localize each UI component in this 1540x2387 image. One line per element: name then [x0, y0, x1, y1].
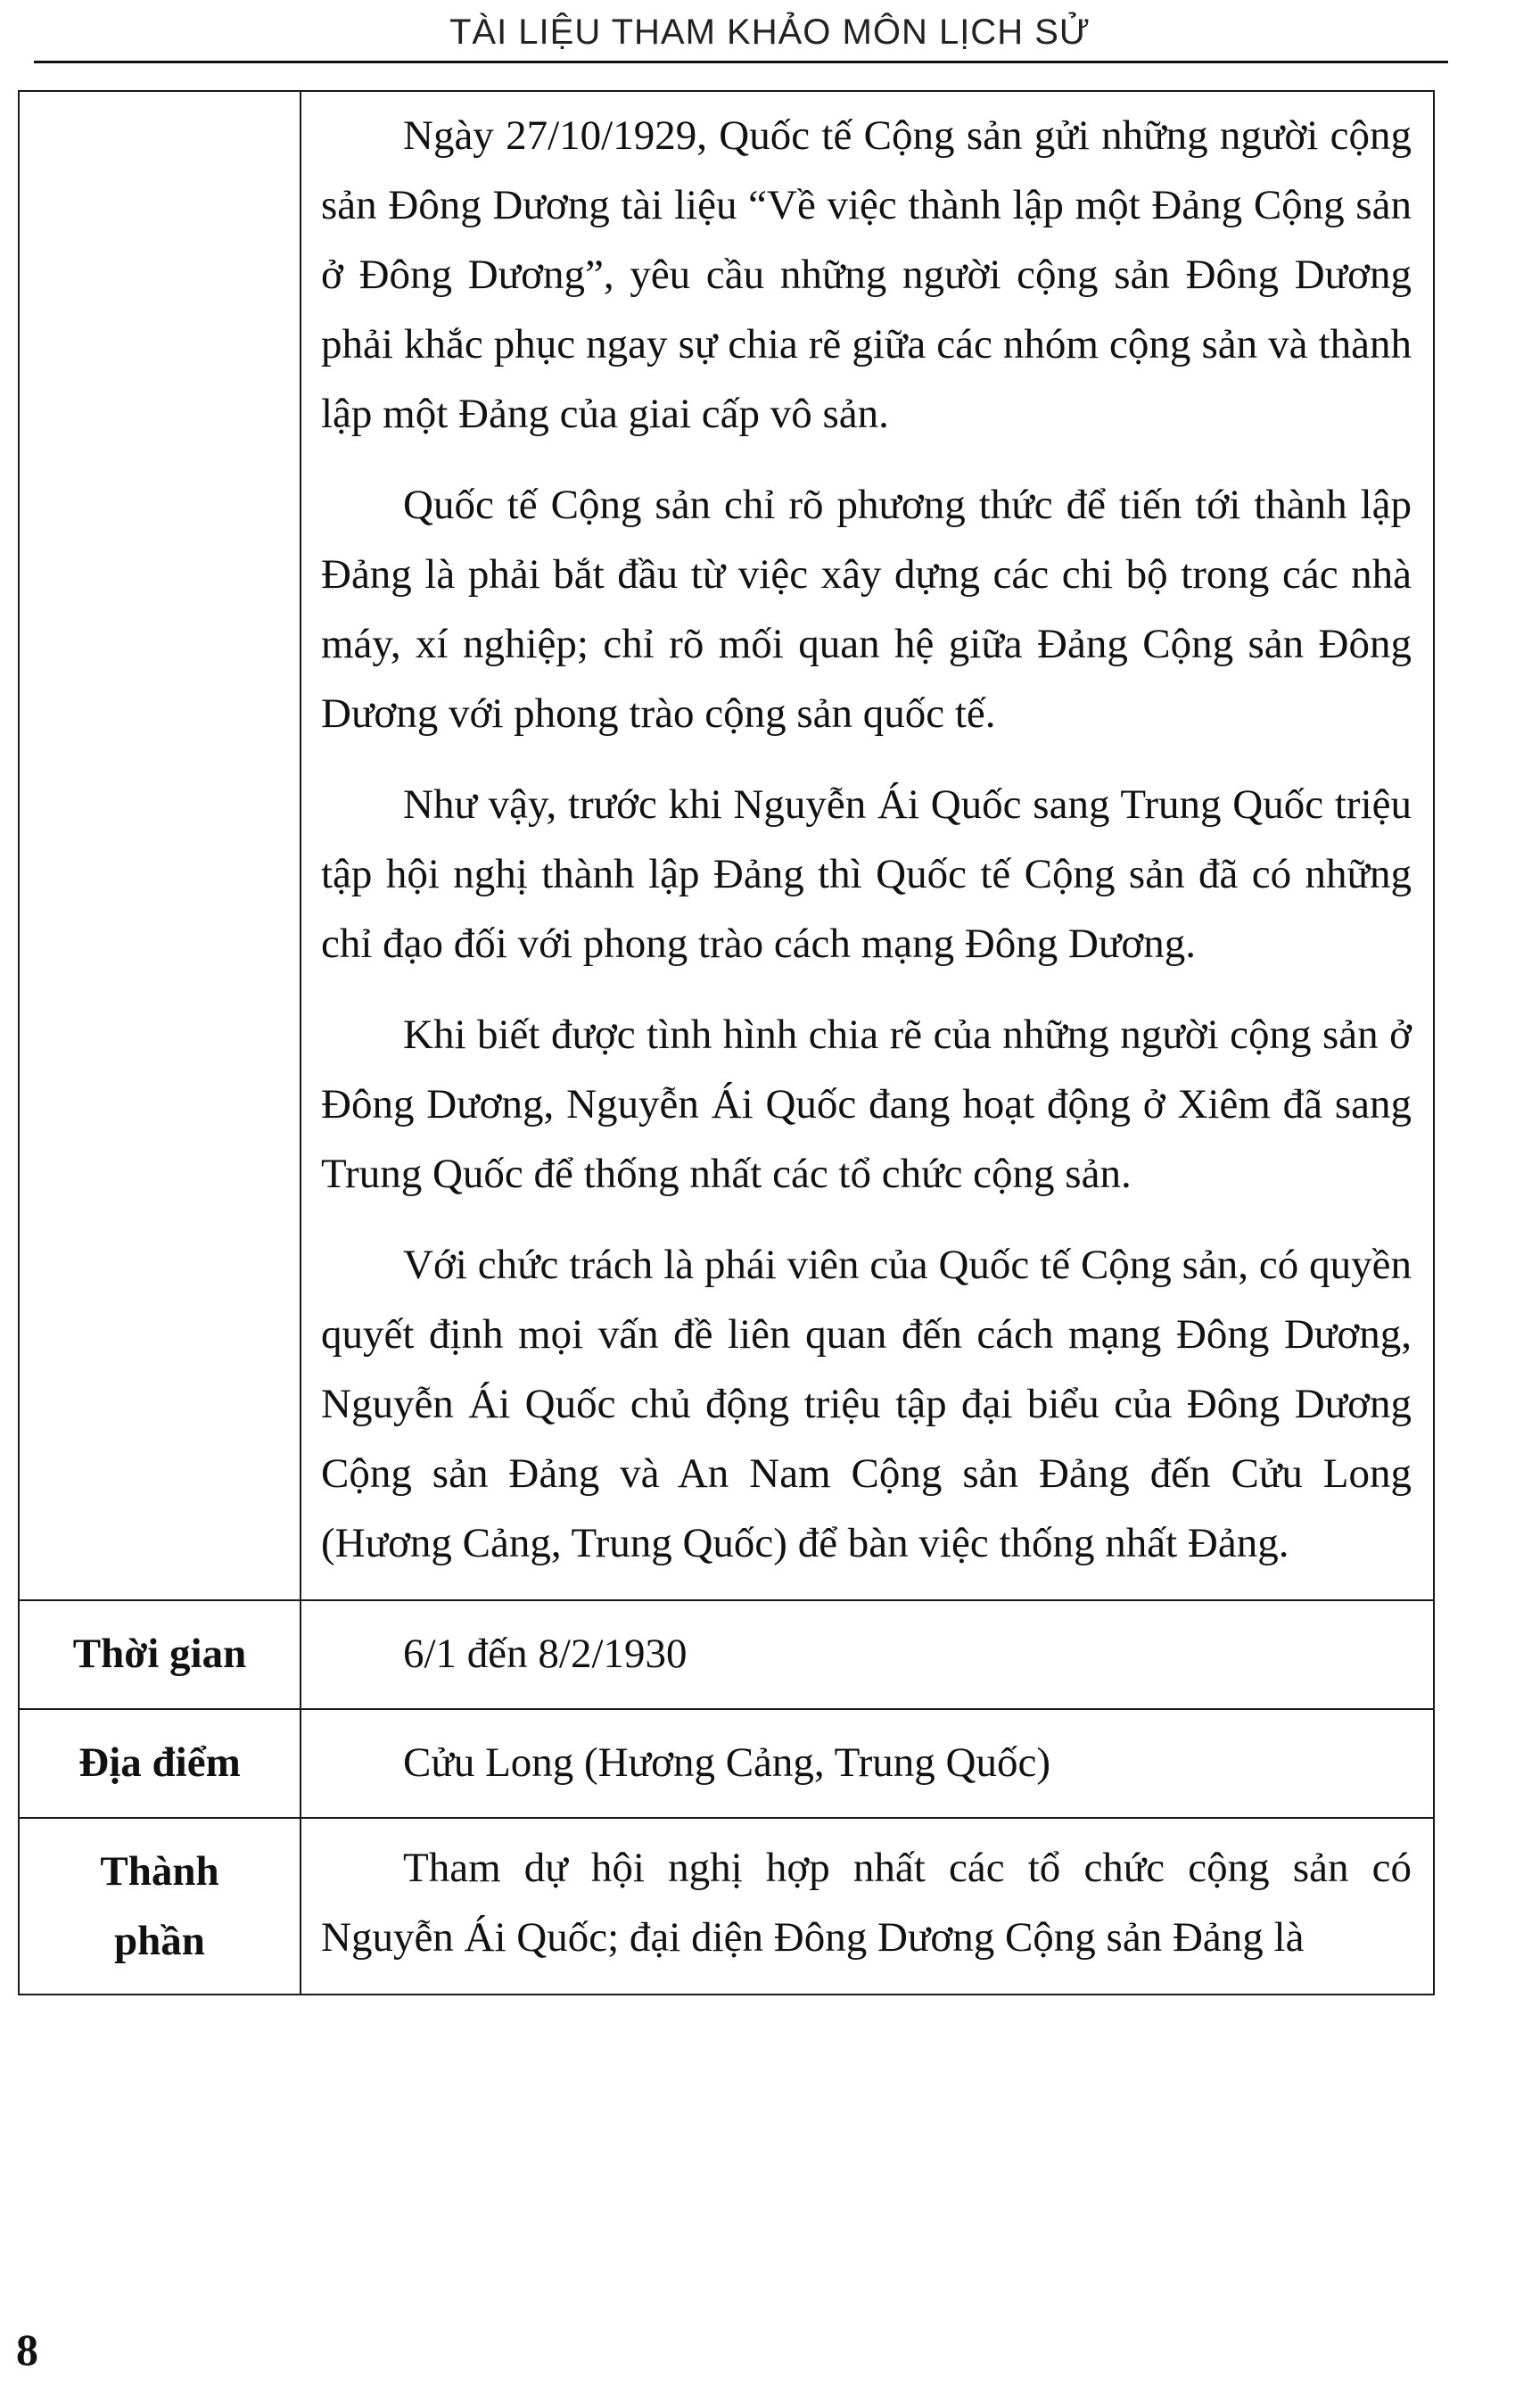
paragraph-party-formation-method: Quốc tế Cộng sản chỉ rõ phương thức để tiến tới thành lập Đảng là phải bắt đầu từ việc xây dựng các chi bộ trong các nhà máy, xí nghiệp; chỉ rõ mối quan hệ giữa Đảng Cộng sản Đông Dương với phong trào cộng sản quốc tế. — [321, 482, 1412, 737]
location-value: Cửu Long (Hương Cảng, Trung Quốc) — [403, 1739, 1050, 1786]
participants-cell — [301, 1818, 1434, 1995]
table-row-participants — [19, 1818, 1434, 1995]
time-label: Thời gian — [19, 1600, 301, 1709]
time-value: 6/1 đến 8/2/1930 — [403, 1631, 688, 1677]
location-label: Địa điểm — [19, 1709, 301, 1818]
paragraph-unification-call: Với chức trách là phái viên của Quốc tế Cộng sản, có quyền quyết định mọi vấn đề liên quan đến cách mạng Đông Dương, Nguyễn Ái Quốc chủ động triệu tập đại biểu của Đông Dương Cộng sản Đảng và An Nam Cộng sản Đảng đến Cửu Long (Hương Cảng, Trung Quốc) để bàn việc thống nhất Đảng. — [321, 1242, 1412, 1566]
history-table — [18, 90, 1435, 1995]
table-row-background — [19, 91, 1434, 1600]
page-number: 8 — [16, 2325, 38, 2375]
participants-label-line1: Thành — [100, 1848, 219, 1895]
paragraph-comintern-guidance: Như vậy, trước khi Nguyễn Ái Quốc sang Trung Quốc triệu tập hội nghị thành lập Đảng thì Quốc tế Cộng sản đã có những chỉ đạo đối với phong trào cách mạng Đông Dương. — [321, 781, 1412, 967]
participants-label-line2: phần — [114, 1918, 205, 1964]
empty-label-cell — [19, 91, 301, 1600]
participants-value: Tham dự hội nghị hợp nhất các tổ chức cộng sản có Nguyễn Ái Quốc; đại diện Đông Dương Cộng sản Đảng là — [321, 1845, 1412, 1961]
time-cell — [301, 1600, 1434, 1709]
participants-label — [19, 1818, 301, 1995]
location-cell — [301, 1709, 1434, 1818]
header-rule — [34, 61, 1448, 63]
paragraph-comintern-directive: Ngày 27/10/1929, Quốc tế Cộng sản gửi những người cộng sản Đông Dương tài liệu “Về việc thành lập một Đảng Cộng sản ở Đông Dương”, yêu cầu những người cộng sản Đông Dương phải khắc phục ngay sự chia rẽ giữa các nhóm cộng sản và thành lập một Đảng của giai cấp vô sản. — [321, 112, 1412, 437]
paragraph-nguyen-ai-quoc-travel: Khi biết được tình hình chia rẽ của những người cộng sản ở Đông Dương, Nguyễn Ái Quốc đang hoạt động ở Xiêm đã sang Trung Quốc để thống nhất các tổ chức cộng sản. — [321, 1012, 1412, 1197]
running-header: TÀI LIỆU THAM KHẢO MÔN LỊCH SỬ — [449, 12, 1091, 52]
background-cell — [301, 91, 1434, 1600]
table-row-location — [19, 1709, 1434, 1818]
table-row-time — [19, 1600, 1434, 1709]
